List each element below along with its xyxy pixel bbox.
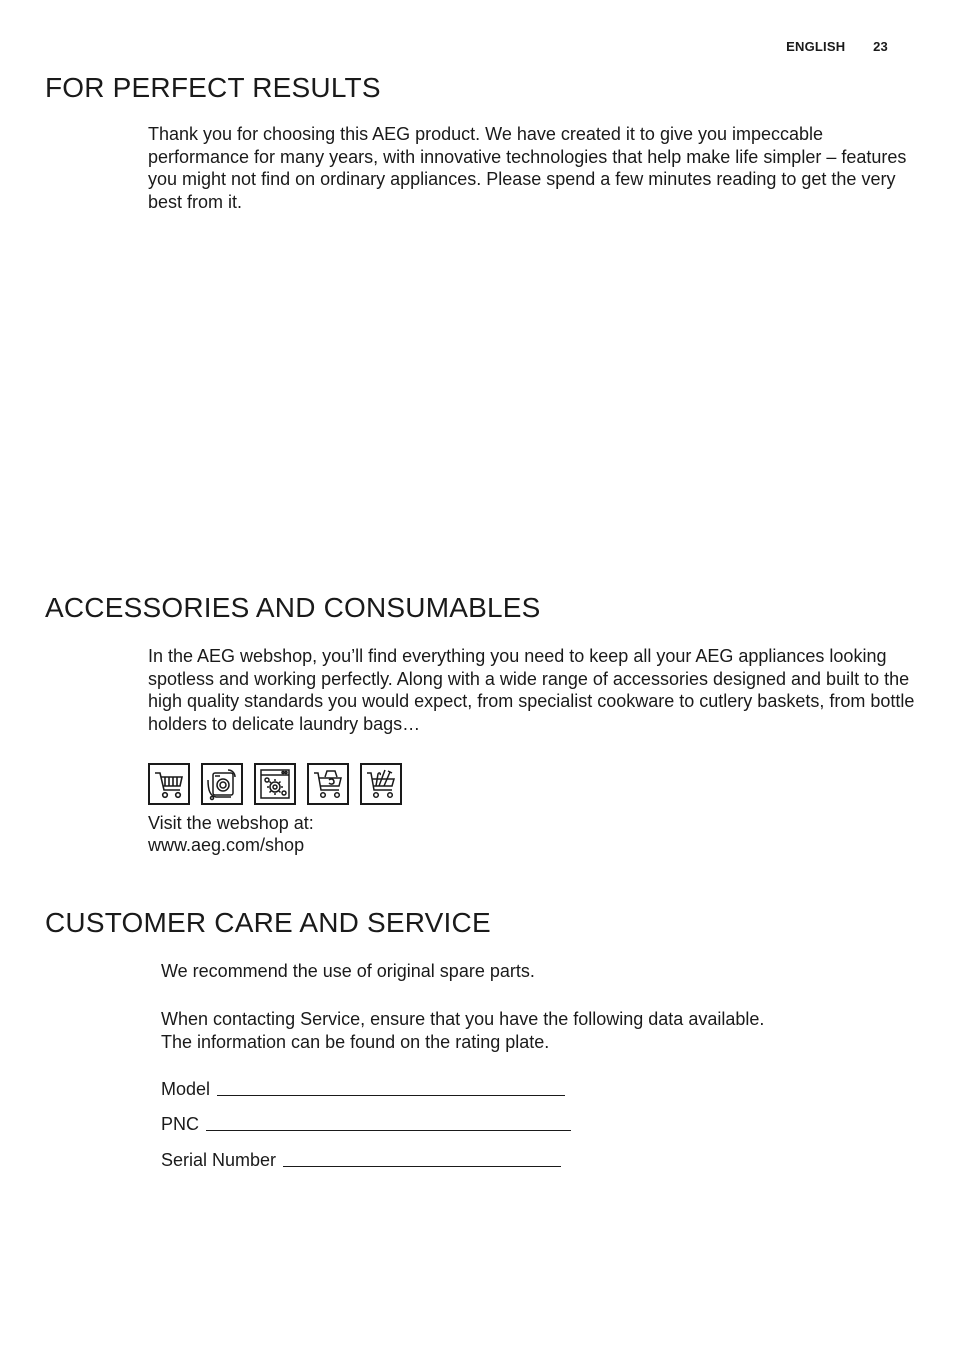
- webshop-icons: [148, 763, 402, 805]
- serial-number-field: [161, 1149, 561, 1171]
- model-field-line: [217, 1094, 565, 1096]
- accessories-body: In the AEG webshop, you’ll find everything you need to keep all your AEG appliances looking spotless and working perfectly. Along with a wide range of accessories designed and built to the high quality standards you would expect, from specialist cookware to cutlery baskets, from bottle holders to delicate laundry bags…: [148, 646, 915, 734]
- page-number: 23: [873, 39, 888, 54]
- pnc-field-line: [206, 1129, 571, 1131]
- pnc-field: [161, 1113, 571, 1135]
- section-heading-accessories: ACCESSORIES AND CONSUMABLES: [45, 592, 541, 623]
- model-field-label: Model: [161, 1079, 211, 1099]
- section-heading-customer-care: CUSTOMER CARE AND SERVICE: [45, 907, 491, 938]
- model-field: [161, 1078, 565, 1100]
- spare-parts-recommendation: We recommend the use of original spare parts.: [161, 961, 535, 981]
- perfect-results-body: Thank you for choosing this AEG product. We have created it to give you impeccable performance for many years, with innovative technologies that help make life simpler – features you might not find on ordinary appliances. Please spend a few minutes reading to get the very best from it.: [148, 124, 907, 212]
- webshop-visit-label: Visit the webshop at:: [148, 813, 314, 833]
- cleaning-bottle-cart-icon: [307, 763, 349, 805]
- language-label: ENGLISH: [786, 39, 846, 54]
- webshop-url[interactable]: www.aeg.com/shop: [148, 835, 305, 855]
- section-heading-perfect-results: FOR PERFECT RESULTS: [45, 72, 381, 103]
- contact-service-line-2: The information can be found on the rating plate.: [161, 1032, 550, 1052]
- washing-machine-cart-icon: [201, 763, 243, 805]
- contact-service-line-1: When contacting Service, ensure that you have the following data available.: [161, 1009, 765, 1029]
- utensils-cart-icon: [360, 763, 402, 805]
- shopping-cart-icon: [148, 763, 190, 805]
- dishwasher-cart-icon: [254, 763, 296, 805]
- page-header: [786, 39, 888, 54]
- serial-number-field-label: Serial Number: [161, 1150, 277, 1170]
- pnc-field-label: PNC: [161, 1114, 200, 1134]
- serial-number-field-line: [283, 1165, 561, 1167]
